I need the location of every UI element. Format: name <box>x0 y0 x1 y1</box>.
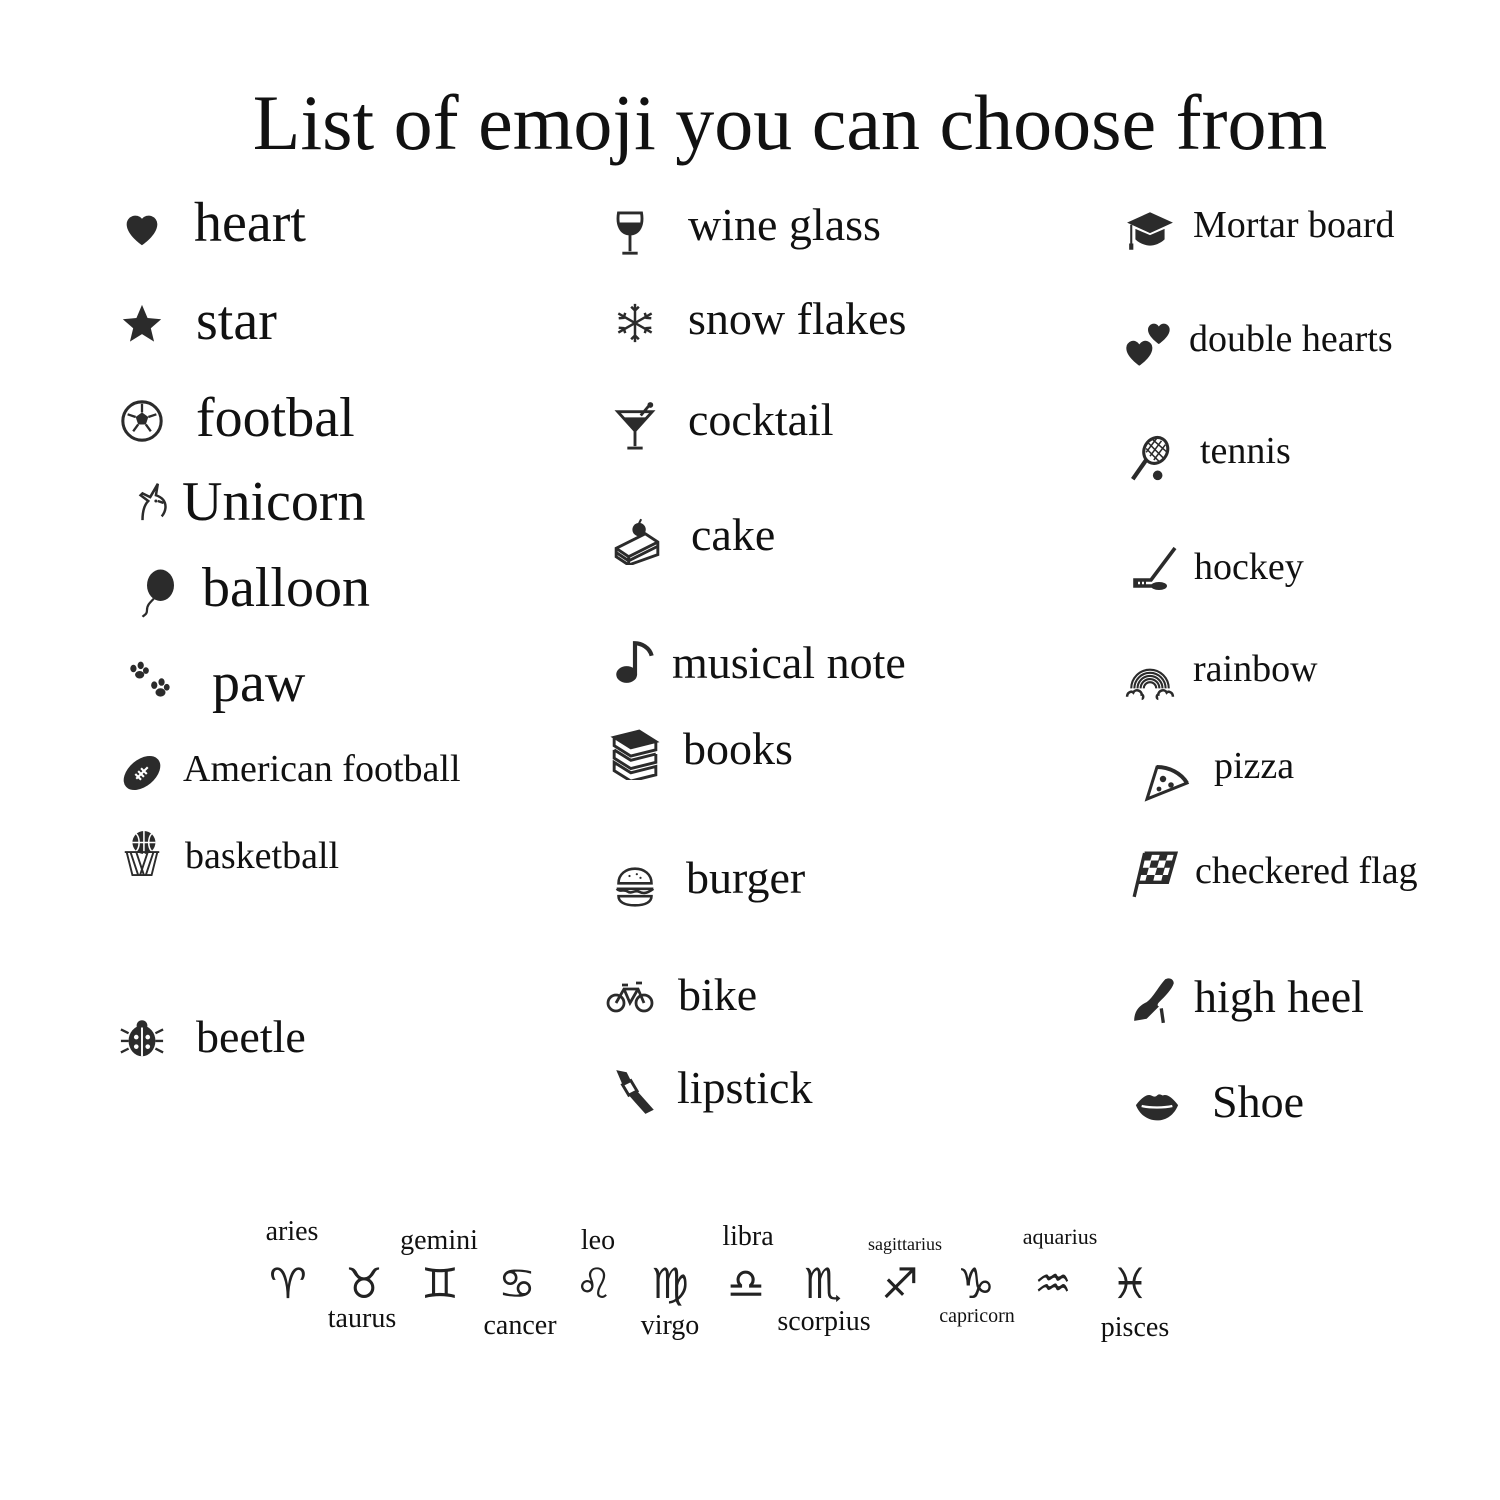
zodiac-label-libra: libra <box>722 1221 774 1252</box>
soccer-ball-icon <box>117 396 167 446</box>
emoji-label: cake <box>691 509 776 560</box>
leo-icon: ♌ <box>575 1259 613 1308</box>
zodiac-label-cancer: cancer <box>483 1310 557 1341</box>
emoji-label: checkered flag <box>1195 850 1418 892</box>
rainbow-icon <box>1125 652 1175 704</box>
zodiac-label-scorpius: scorpius <box>777 1306 871 1337</box>
pisces-icon: ♓ <box>1111 1259 1149 1308</box>
pizza-icon <box>1142 751 1192 807</box>
emoji-label: wine glass <box>688 199 881 250</box>
emoji-label: footbal <box>196 387 355 449</box>
libra-icon: ♎ <box>727 1259 765 1308</box>
emoji-label: basketball <box>185 835 340 877</box>
scorpius-icon: ♏ <box>804 1259 842 1308</box>
gemini-icon: ♊ <box>421 1259 459 1308</box>
emoji-label: burger <box>686 852 806 903</box>
beetle-icon <box>117 1014 167 1064</box>
burger-icon <box>610 859 660 915</box>
checkered-flag-icon <box>1130 846 1180 902</box>
zodiac-label-pisces: pisces <box>1100 1312 1170 1343</box>
page-title: List of emoji you can choose from <box>252 79 1328 166</box>
zodiac-label-aries: aries <box>265 1216 319 1247</box>
hockey-icon <box>1130 544 1180 596</box>
emoji-label: beetle <box>196 1011 306 1062</box>
emoji-label: books <box>683 723 793 774</box>
balloon-icon <box>128 564 184 620</box>
zodiac-label-taurus: taurus <box>327 1303 397 1334</box>
cancer-icon: ♋ <box>498 1259 536 1308</box>
cake-icon <box>612 512 662 568</box>
unicorn-icon <box>130 476 178 526</box>
cocktail-icon <box>610 399 660 455</box>
basketball-icon <box>117 825 167 883</box>
emoji-label: Mortar board <box>1193 204 1395 246</box>
double-hearts-icon <box>1120 316 1176 372</box>
snowflake-icon <box>610 298 660 348</box>
emoji-label: double hearts <box>1189 318 1393 360</box>
emoji-label: American football <box>183 748 461 790</box>
tennis-icon <box>1125 430 1175 490</box>
lipstick-icon <box>610 1063 660 1119</box>
musical-note-icon <box>610 634 660 690</box>
zodiac-label-virgo: virgo <box>640 1310 700 1341</box>
heart-icon <box>117 203 167 253</box>
capricorn-icon: ♑ <box>957 1259 995 1308</box>
zodiac-label-sagittarius: sagittarius <box>868 1234 942 1254</box>
emoji-label: balloon <box>202 557 370 619</box>
lips-icon <box>1132 1081 1182 1133</box>
star-icon <box>117 299 167 349</box>
books-icon <box>610 726 660 782</box>
emoji-label: tennis <box>1200 430 1291 472</box>
emoji-label: snow flakes <box>688 293 907 344</box>
mortar-board-icon <box>1125 206 1175 256</box>
aries-icon: ♈ <box>269 1259 307 1308</box>
aquarius-icon: ♒ <box>1034 1259 1072 1308</box>
emoji-label: rainbow <box>1193 648 1318 690</box>
zodiac-label-gemini: gemini <box>400 1225 478 1256</box>
emoji-label: high heel <box>1194 971 1364 1022</box>
emoji-label: Unicorn <box>182 471 366 533</box>
emoji-label: musical note <box>672 637 906 688</box>
wine-glass-icon <box>605 206 655 262</box>
emoji-label: pizza <box>1214 745 1295 787</box>
emoji-label: hockey <box>1194 546 1304 588</box>
sagittarius-icon: ♐ <box>881 1259 919 1308</box>
zodiac-label-leo: leo <box>580 1225 616 1256</box>
emoji-label: heart <box>194 192 306 254</box>
emoji-label: cocktail <box>688 394 834 445</box>
high-heel-icon <box>1130 972 1180 1028</box>
emoji-label: star <box>196 290 277 352</box>
emoji-label: Shoe <box>1212 1076 1304 1127</box>
zodiac-label-capricorn: capricorn <box>939 1305 1015 1327</box>
emoji-label: paw <box>212 652 306 714</box>
paw-icon <box>120 653 176 709</box>
zodiac-label-aquarius: aquarius <box>1022 1224 1098 1249</box>
emoji-label: bike <box>678 969 758 1020</box>
emoji-label: lipstick <box>677 1062 813 1113</box>
virgo-icon: ♍ <box>651 1259 689 1308</box>
bike-icon <box>605 972 655 1022</box>
american-football-icon <box>117 748 167 798</box>
taurus-icon: ♉ <box>345 1259 383 1308</box>
